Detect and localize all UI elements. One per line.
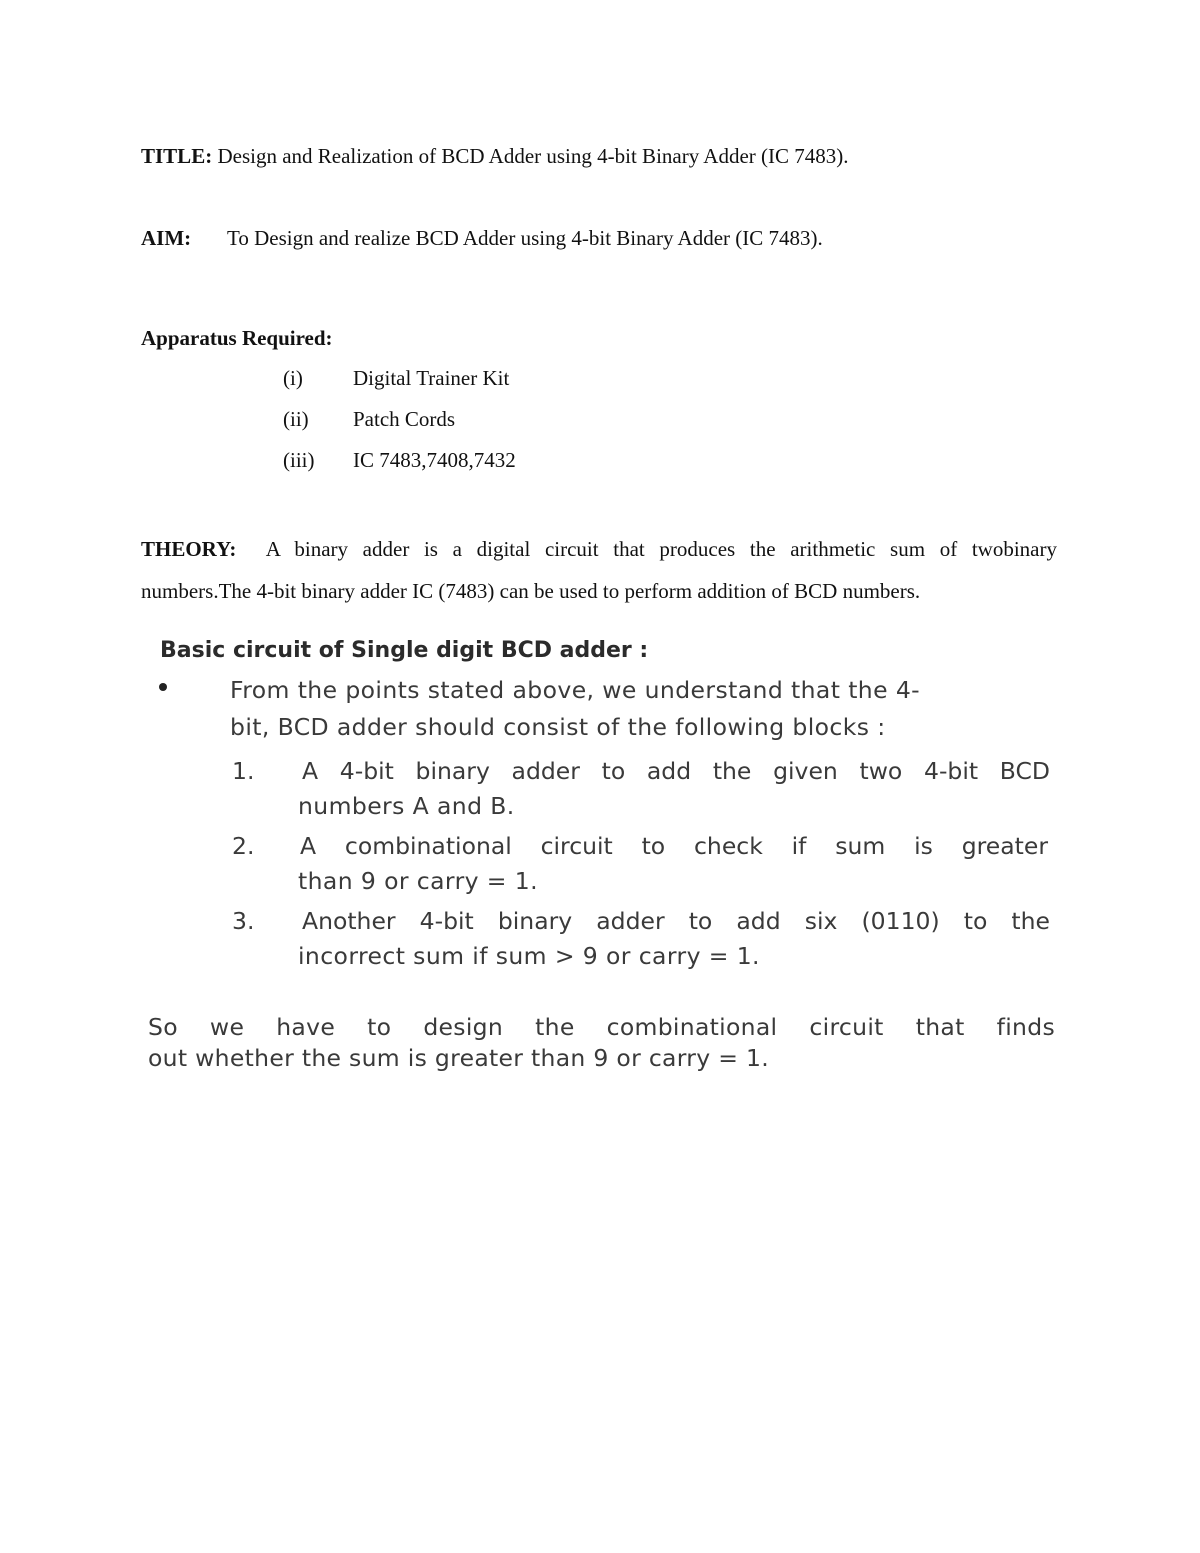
- apparatus-item-number: (ii): [283, 407, 309, 431]
- block-item-line2: incorrect sum if sum > 9 or carry = 1.: [298, 942, 760, 970]
- block-item-line1: A combinational circuit to check if sum is greater: [300, 832, 1048, 860]
- apparatus-item-number: (i): [283, 366, 303, 390]
- block-item-line2: than 9 or carry = 1.: [298, 867, 538, 895]
- embedded-slide-image: [140, 630, 1070, 1080]
- block-item-number: 3.: [232, 907, 255, 935]
- apparatus-item-text: Patch Cords: [353, 407, 456, 431]
- block-item-line2: numbers A and B.: [298, 792, 515, 820]
- aim-label: AIM:: [141, 226, 192, 250]
- theory-paragraph: [141, 528, 1057, 612]
- summary-line1: So we have to design the combinational circuit that finds: [148, 1013, 1055, 1041]
- aim-text: To Design and realize BCD Adder using 4-bit Binary Adder (IC 7483).: [227, 226, 823, 250]
- theory-label: THEORY:: [141, 537, 237, 561]
- block-item-line1: A 4-bit binary adder to add the given two 4-bit BCD: [302, 757, 1050, 785]
- title-line: [141, 144, 849, 169]
- block-item-number: 1.: [232, 757, 255, 785]
- block-item-number: 2.: [232, 832, 255, 860]
- apparatus-item-text: Digital Trainer Kit: [353, 366, 510, 390]
- apparatus-item-number: (iii): [283, 448, 315, 472]
- apparatus-heading: Apparatus Required:: [141, 326, 333, 350]
- theory-first-line: [141, 528, 1057, 570]
- theory-text-line1: A binary adder is a digital circuit that produces the arithmetic sum of twobinary: [265, 537, 1057, 561]
- slide-heading: Basic circuit of Single digit BCD adder :: [160, 638, 649, 663]
- title-label: TITLE:: [141, 144, 213, 168]
- bullet-text-line1: From the points stated above, we understand that the 4-: [230, 676, 921, 704]
- bullet-icon: [159, 683, 167, 691]
- title-text: Design and Realization of BCD Adder using 4-bit Binary Adder (IC 7483).: [212, 144, 849, 168]
- apparatus-item-text: IC 7483,7408,7432: [353, 448, 516, 472]
- aim-line: [141, 226, 823, 251]
- theory-text-line2: numbers.The 4-bit binary adder IC (7483) can be used to perform addition of BCD numbers.: [141, 579, 921, 603]
- block-item-line1: Another 4-bit binary adder to add six (0110) to the: [302, 907, 1050, 935]
- bullet-text-line2: bit, BCD adder should consist of the following blocks :: [230, 713, 886, 741]
- summary-line2: out whether the sum is greater than 9 or carry = 1.: [148, 1044, 770, 1072]
